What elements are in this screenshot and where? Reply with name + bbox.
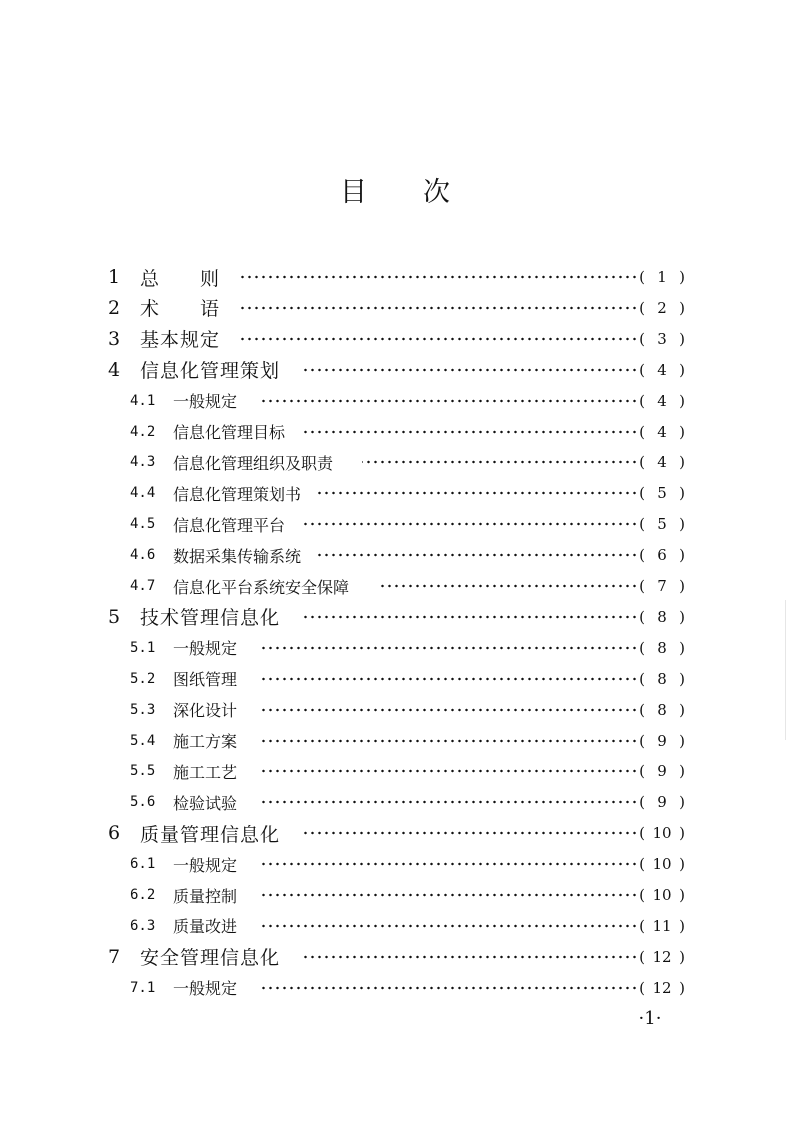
toc-entry[interactable] xyxy=(0,602,790,632)
page-open-paren: ( xyxy=(639,669,645,688)
page-open-paren: ( xyxy=(639,886,645,904)
toc-dot-leader xyxy=(240,335,638,343)
toc-page-number: 10 xyxy=(652,886,672,904)
toc-entry-number: 4.4 xyxy=(130,485,156,502)
toc-entry-page xyxy=(638,447,686,477)
toc-page-number: 4 xyxy=(657,391,667,410)
toc-entry-page xyxy=(638,602,686,632)
toc-entry-title: 技术管理信息化 xyxy=(140,607,281,630)
toc-entry-title: 安全管理信息化 xyxy=(140,947,281,970)
toc-entry-page xyxy=(638,664,686,694)
toc-page-number: 9 xyxy=(657,731,667,750)
page-close-paren: ) xyxy=(679,484,685,503)
toc-page-number: 8 xyxy=(657,700,667,719)
page-open-paren: ( xyxy=(639,329,645,348)
toc-entry[interactable] xyxy=(0,942,790,972)
page-close-paren: ) xyxy=(679,947,685,966)
toc-entry-page xyxy=(638,262,686,292)
toc-entry-title: 质量控制 xyxy=(173,886,238,906)
page-open-paren: ( xyxy=(639,607,645,626)
toc-entry-title: 总 则 xyxy=(140,267,221,290)
toc-entry-title: 信息化管理平台 xyxy=(173,515,286,535)
toc-entry-page xyxy=(638,540,686,570)
page-close-paren: ) xyxy=(679,793,685,812)
page-close-paren: ) xyxy=(679,329,685,348)
toc-page-number: 9 xyxy=(657,762,667,781)
toc-entry-title: 数据采集传输系统 xyxy=(173,546,302,566)
toc-entry-page xyxy=(638,509,686,539)
toc-entry-number: 1 xyxy=(108,266,121,288)
toc-entry-number: 6 xyxy=(108,822,121,845)
toc-page-number: 4 xyxy=(657,453,667,472)
toc-entry-page xyxy=(638,787,686,817)
toc-page-number: 11 xyxy=(652,916,672,935)
toc-entry[interactable] xyxy=(0,293,790,323)
toc-entry[interactable] xyxy=(0,386,790,416)
toc-entry-number: 5.5 xyxy=(130,763,156,780)
page-close-paren: ) xyxy=(679,669,685,688)
toc-entry-title: 一般规定 xyxy=(173,639,238,659)
toc-entry-number: 4 xyxy=(108,358,121,381)
page-close-paren: ) xyxy=(679,515,685,534)
toc-entry-title: 图纸管理 xyxy=(173,670,238,690)
toc-entry-page xyxy=(638,386,686,416)
toc-entry-number: 3 xyxy=(108,327,121,350)
page-open-paren: ( xyxy=(639,978,645,997)
toc-entry-number: 5.2 xyxy=(130,670,156,687)
page-close-paren: ) xyxy=(679,546,685,565)
toc-entry[interactable] xyxy=(0,447,790,477)
toc-dot-leader xyxy=(362,458,638,466)
page-close-paren: ) xyxy=(679,916,685,935)
toc-entry[interactable] xyxy=(0,571,790,601)
page-open-paren: ( xyxy=(639,700,645,719)
page-close-paren: ) xyxy=(679,731,685,750)
page-title-char-2: 次 xyxy=(423,177,450,208)
toc-page-number: 12 xyxy=(652,947,672,966)
toc-dot-leader xyxy=(302,428,638,436)
page-open-paren: ( xyxy=(639,824,645,843)
toc-dot-leader xyxy=(318,489,638,497)
toc-page-number: 4 xyxy=(657,422,667,441)
toc-dot-leader xyxy=(262,737,638,745)
toc-entry-page xyxy=(638,818,686,848)
page-number: ·1· xyxy=(638,1008,662,1029)
toc-entry-number: 4.2 xyxy=(130,423,156,440)
page-open-paren: ( xyxy=(639,515,645,534)
page-open-paren: ( xyxy=(639,855,645,874)
toc-entry[interactable] xyxy=(0,973,790,1003)
toc-entry-number: 4.1 xyxy=(130,392,156,409)
page-close-paren: ) xyxy=(679,268,685,286)
page-open-paren: ( xyxy=(639,484,645,503)
toc-page-number: 1 xyxy=(657,268,667,286)
toc-entry[interactable] xyxy=(0,880,790,910)
toc-page-number: 4 xyxy=(657,360,667,379)
toc-entry-title: 信息化管理目标 xyxy=(173,423,286,442)
page-close-paren: ) xyxy=(679,607,685,626)
toc-entry-number: 7 xyxy=(108,945,121,968)
toc-entry[interactable] xyxy=(0,695,790,725)
toc-entry-number: 6.2 xyxy=(130,887,156,903)
page-open-paren: ( xyxy=(639,422,645,441)
page-open-paren: ( xyxy=(639,391,645,410)
page-close-paren: ) xyxy=(679,855,685,874)
toc-page-number: 10 xyxy=(652,824,672,843)
toc-entry[interactable] xyxy=(0,664,790,694)
page-close-paren: ) xyxy=(679,638,685,657)
toc-entry-number: 5.1 xyxy=(130,639,156,656)
toc-dot-leader xyxy=(300,613,638,621)
toc-entry-number: 4.5 xyxy=(130,516,156,533)
toc-page-number: 5 xyxy=(657,515,667,534)
toc-entry-page xyxy=(638,695,686,725)
toc-entry-number: 4.3 xyxy=(130,454,156,471)
toc-dot-leader xyxy=(300,366,638,374)
toc-dot-leader xyxy=(262,860,638,868)
page-close-paren: ) xyxy=(679,762,685,781)
toc-entry[interactable] xyxy=(0,355,790,385)
toc-dot-leader xyxy=(300,829,638,837)
toc-dot-leader xyxy=(262,984,638,992)
toc-entry-page xyxy=(638,726,686,756)
toc-dot-leader xyxy=(240,304,638,312)
toc-entry-number: 5.6 xyxy=(130,794,156,811)
page-close-paren: ) xyxy=(679,978,685,997)
toc-page-number: 8 xyxy=(657,638,667,657)
toc-entry-page xyxy=(638,355,686,385)
page-close-paren: ) xyxy=(679,700,685,719)
page-open-paren: ( xyxy=(639,762,645,781)
toc-entry-title: 施工工艺 xyxy=(173,762,238,782)
page-close-paren: ) xyxy=(679,422,685,441)
toc-entry-number: 5.3 xyxy=(130,701,156,718)
page-open-paren: ( xyxy=(639,577,645,595)
toc-entry[interactable] xyxy=(0,509,790,539)
toc-entry-number: 2 xyxy=(108,296,121,319)
toc-dot-leader xyxy=(262,706,638,714)
toc-entry-page xyxy=(638,478,686,508)
page-open-paren: ( xyxy=(639,916,645,935)
toc-entry-page xyxy=(638,293,686,323)
toc-entry-page xyxy=(638,880,686,910)
toc-page-number: 12 xyxy=(652,978,672,997)
toc-entry-title: 一般规定 xyxy=(173,979,238,999)
toc-dot-leader xyxy=(262,798,638,806)
toc-entry-page xyxy=(638,571,686,601)
toc-dot-leader xyxy=(262,675,638,683)
toc-page-number: 3 xyxy=(657,329,667,348)
toc-entry-title: 深化设计 xyxy=(173,701,238,721)
toc-page-number: 10 xyxy=(652,855,672,874)
page-close-paren: ) xyxy=(679,391,685,410)
toc-dot-leader xyxy=(262,397,638,405)
toc-entry-number: 5 xyxy=(108,605,121,628)
toc-entry[interactable] xyxy=(0,849,790,879)
toc-dot-leader xyxy=(300,953,638,961)
toc-entry-page xyxy=(638,973,686,1003)
page-close-paren: ) xyxy=(679,824,685,843)
toc-entry[interactable] xyxy=(0,633,790,663)
page-open-paren: ( xyxy=(639,298,645,317)
toc-entry-number: 5.4 xyxy=(130,732,156,749)
toc-dot-leader xyxy=(262,644,638,652)
page-close-paren: ) xyxy=(679,298,685,317)
toc-page-number: 8 xyxy=(657,607,667,626)
page-title-char-1: 目 xyxy=(340,177,367,208)
page-open-paren: ( xyxy=(639,638,645,657)
toc-entry[interactable] xyxy=(0,262,790,292)
toc-entry-title: 检验试验 xyxy=(173,793,238,813)
toc-entry-page xyxy=(638,756,686,786)
toc-entry-title: 施工方案 xyxy=(173,732,238,751)
page-open-paren: ( xyxy=(639,546,645,565)
toc-entry[interactable] xyxy=(0,911,790,941)
toc-entry-page xyxy=(638,849,686,879)
toc-entry-title: 术 语 xyxy=(140,298,221,321)
toc-entry-title: 信息化管理策划 xyxy=(140,360,281,383)
toc-entry-page xyxy=(638,911,686,941)
toc-entry-page xyxy=(638,942,686,972)
page-open-paren: ( xyxy=(639,731,645,750)
toc-entry[interactable] xyxy=(0,540,790,570)
toc-entry[interactable] xyxy=(0,478,790,508)
page-close-paren: ) xyxy=(679,453,685,472)
toc-entry-number: 4.7 xyxy=(130,578,156,594)
scan-edge-mark xyxy=(785,600,786,740)
toc-entry-title: 基本规定 xyxy=(140,329,221,352)
toc-entry[interactable] xyxy=(0,726,790,756)
toc-entry-title: 信息化平台系统安全保障 xyxy=(173,577,350,597)
toc-dot-leader xyxy=(318,551,638,559)
page-title xyxy=(0,170,790,209)
toc-entry-title: 质量改进 xyxy=(173,917,238,937)
toc-dot-leader xyxy=(302,520,638,528)
page-open-paren: ( xyxy=(639,947,645,966)
page-open-paren: ( xyxy=(639,268,645,286)
toc-dot-leader xyxy=(378,582,638,590)
toc-dot-leader xyxy=(262,891,638,899)
toc-dot-leader xyxy=(262,767,638,775)
toc-entry-title: 质量管理信息化 xyxy=(140,823,281,846)
toc-dot-leader xyxy=(240,273,638,281)
toc-entry-title: 信息化管理策划书 xyxy=(173,484,302,504)
toc-entry-number: 6.1 xyxy=(130,856,156,873)
toc-page-number: 2 xyxy=(657,298,667,317)
toc-entry-page xyxy=(638,633,686,663)
page-open-paren: ( xyxy=(639,453,645,472)
toc-entry-title: 一般规定 xyxy=(173,855,238,875)
toc-entry-number: 6.3 xyxy=(130,917,156,934)
toc-page-number: 5 xyxy=(657,484,667,503)
toc-page-number: 8 xyxy=(657,669,667,688)
page-close-paren: ) xyxy=(679,886,685,904)
toc-entry[interactable] xyxy=(0,818,790,848)
toc-entry[interactable] xyxy=(0,417,790,447)
page-close-paren: ) xyxy=(679,360,685,379)
toc-entry-number: 4.6 xyxy=(130,547,156,564)
page-close-paren: ) xyxy=(679,577,685,595)
toc-page-number: 7 xyxy=(657,577,667,595)
page-open-paren: ( xyxy=(639,360,645,379)
toc-dot-leader xyxy=(262,922,638,930)
page-open-paren: ( xyxy=(639,793,645,812)
toc-entry-title: 信息化管理组织及职责 xyxy=(173,453,334,473)
toc-entry-page xyxy=(638,324,686,354)
toc-entry-title: 一般规定 xyxy=(173,392,238,412)
toc-entry[interactable] xyxy=(0,324,790,354)
toc-entry[interactable] xyxy=(0,756,790,786)
toc-page-number: 9 xyxy=(657,793,667,812)
toc-entry-page xyxy=(638,417,686,447)
toc-page-number: 6 xyxy=(657,546,667,565)
toc-entry-number: 7.1 xyxy=(130,979,156,996)
toc-entry[interactable] xyxy=(0,787,790,817)
